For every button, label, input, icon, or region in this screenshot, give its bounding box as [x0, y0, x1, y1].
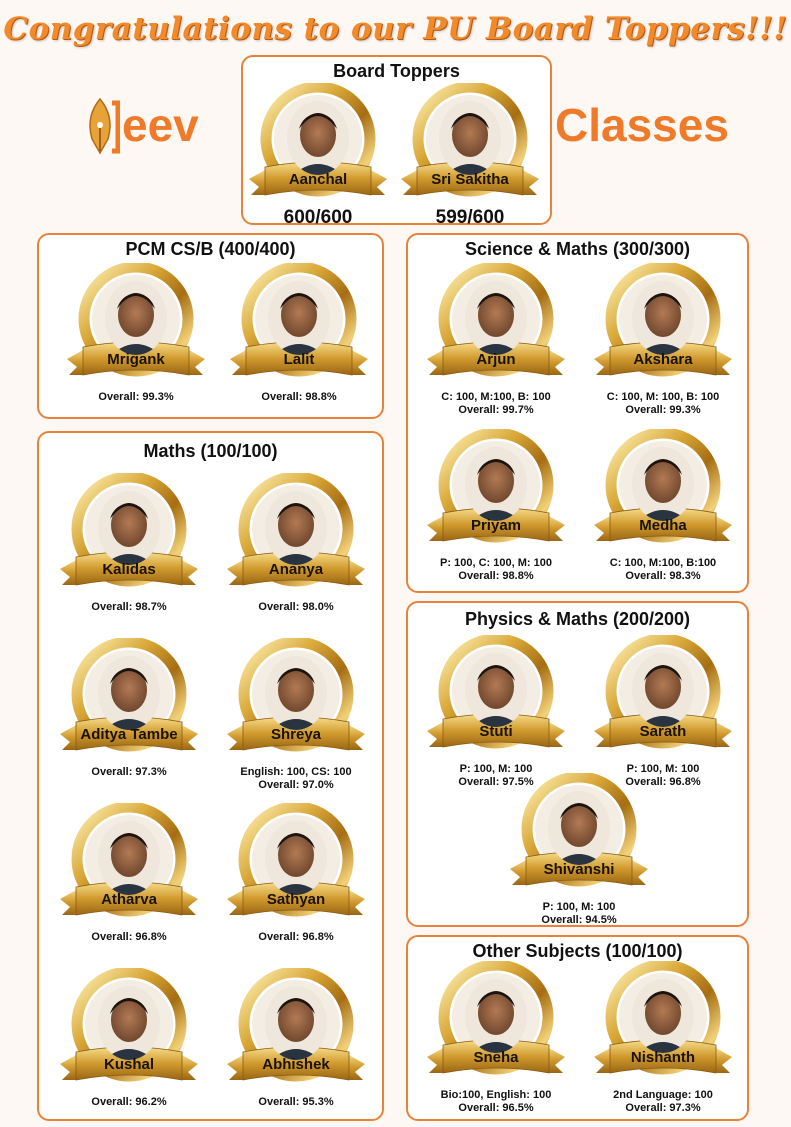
- subject-scores: 2nd Language: 100: [613, 1089, 713, 1101]
- student-card: [421, 263, 571, 417]
- student-photo: [265, 821, 327, 895]
- student-name: Priyam: [470, 517, 522, 534]
- student-photo: [465, 447, 527, 521]
- student-name: Ananya: [268, 561, 324, 578]
- subject-scores: P: 100, C: 100, M: 100: [440, 557, 552, 569]
- panel-title: Board Toppers: [333, 61, 460, 81]
- student-name: Akshara: [633, 351, 693, 368]
- student-card: [421, 429, 571, 583]
- student-name: Aditya Tambe: [80, 726, 178, 743]
- student-name: Mrigank: [107, 351, 165, 368]
- student-photo: [98, 656, 160, 730]
- maths-panel: [37, 431, 384, 1121]
- student-name: Aanchal: [288, 171, 348, 188]
- science-maths-panel: [406, 233, 749, 593]
- student-name: Nishanth: [630, 1049, 696, 1066]
- student-name: Shreya: [270, 726, 322, 743]
- student-card: [421, 961, 571, 1115]
- medal-frame: [54, 968, 204, 1096]
- subject-scores: P: 100, M: 100: [459, 763, 533, 775]
- student-photo: [632, 281, 694, 355]
- student-photo: [98, 986, 160, 1060]
- pcm-panel: [37, 233, 384, 419]
- subject-scores: English: 100, CS: 100: [240, 766, 352, 778]
- overall-score: Overall: 96.8%: [258, 931, 334, 943]
- medal-frame: [421, 263, 571, 391]
- board-toppers-panel: [241, 55, 552, 228]
- medal-frame: [421, 961, 571, 1089]
- medal-frame: [588, 429, 738, 557]
- overall-score: Overall: 98.0%: [258, 601, 334, 613]
- topper-card: [395, 83, 545, 229]
- student-photo: [548, 791, 610, 865]
- student-name: Stuti: [479, 723, 513, 740]
- student-card: [54, 638, 204, 779]
- student-photo: [465, 979, 527, 1053]
- subject-scores: C: 100, M:100, B: 100: [441, 391, 551, 403]
- medal-frame: [54, 803, 204, 931]
- medal-frame: [421, 635, 571, 763]
- medal-frame: [588, 635, 738, 763]
- subject-scores: C: 100, M:100, B:100: [609, 557, 717, 569]
- overall-score: Overall: 95.3%: [258, 1096, 334, 1108]
- student-card: [224, 263, 374, 404]
- medal-frame: [588, 263, 738, 391]
- student-photo: [265, 986, 327, 1060]
- student-photo: [287, 101, 349, 175]
- medal-frame: [221, 473, 371, 601]
- student-photo: [439, 101, 501, 175]
- overall-score: Overall: 98.3%: [625, 570, 701, 582]
- medal-frame: [221, 803, 371, 931]
- brand-classes: Classes: [555, 99, 729, 151]
- medal-frame: [54, 638, 204, 766]
- overall-score: Overall: 96.8%: [625, 776, 701, 788]
- student-name: Kalidas: [102, 561, 156, 578]
- medal-frame: [421, 429, 571, 557]
- panel-title: Other Subjects (100/100): [472, 941, 683, 961]
- student-card: [221, 638, 371, 792]
- student-card: [61, 263, 211, 404]
- congratulations-banner: Congratulations to our PU Board Toppers!!!: [3, 11, 788, 47]
- physics-maths-panel: [406, 601, 749, 927]
- student-photo: [265, 656, 327, 730]
- student-card: [588, 635, 738, 789]
- overall-score: Overall: 98.8%: [261, 391, 337, 403]
- medal-frame: [395, 83, 545, 211]
- student-name: Arjun: [476, 351, 516, 368]
- student-name: Medha: [639, 517, 687, 534]
- board-score: 600/600: [283, 207, 353, 228]
- overall-score: Overall: 98.8%: [458, 570, 534, 582]
- student-photo: [98, 821, 160, 895]
- overall-score: Overall: 96.2%: [91, 1096, 167, 1108]
- overall-score: Overall: 97.3%: [91, 766, 167, 778]
- student-photo: [465, 281, 527, 355]
- student-name: Atharva: [101, 891, 157, 908]
- student-name: Sathyan: [266, 891, 326, 908]
- student-card: [54, 803, 204, 944]
- student-card: [504, 773, 654, 927]
- student-photo: [465, 653, 527, 727]
- student-card: [54, 473, 204, 614]
- student-card: [221, 473, 371, 614]
- board-score: 599/600: [435, 207, 505, 228]
- overall-score: Overall: 99.7%: [458, 404, 534, 416]
- student-name: Sarath: [639, 723, 687, 740]
- student-card: [54, 968, 204, 1109]
- topper-card: [243, 83, 393, 229]
- other-subjects-panel: [406, 935, 749, 1121]
- overall-score: Overall: 94.5%: [541, 914, 617, 926]
- overall-score: Overall: 97.5%: [458, 776, 534, 788]
- student-name: Abhishek: [262, 1056, 330, 1073]
- student-photo: [265, 491, 327, 565]
- brand-neev: eev: [122, 99, 199, 151]
- overall-score: Overall: 97.0%: [258, 779, 334, 791]
- classes-wordmark: [555, 95, 729, 155]
- medal-frame: [221, 638, 371, 766]
- panel-title: Science & Maths (300/300): [464, 239, 691, 259]
- subject-scores: P: 100, M: 100: [626, 763, 700, 775]
- overall-score: Overall: 97.3%: [625, 1102, 701, 1114]
- panel-title: Physics & Maths (200/200): [464, 609, 691, 629]
- student-name: Kushal: [103, 1056, 154, 1073]
- overall-score: Overall: 96.8%: [91, 931, 167, 943]
- student-card: [221, 803, 371, 944]
- panel-title: Maths (100/100): [143, 441, 278, 461]
- overall-score: Overall: 98.7%: [91, 601, 167, 613]
- overall-score: Overall: 96.5%: [458, 1102, 534, 1114]
- student-card: [588, 961, 738, 1115]
- student-photo: [105, 281, 167, 355]
- neev-logo: [80, 95, 199, 155]
- student-name: Sneha: [473, 1049, 519, 1066]
- student-card: [588, 263, 738, 417]
- medal-frame: [224, 263, 374, 391]
- medal-frame: [54, 473, 204, 601]
- student-name: Sri Sakitha: [431, 171, 509, 188]
- student-photo: [632, 447, 694, 521]
- student-photo: [632, 979, 694, 1053]
- student-name: Lalit: [283, 351, 315, 368]
- student-photo: [632, 653, 694, 727]
- student-name: Shivanshi: [543, 861, 615, 878]
- subject-scores: Bio:100, English: 100: [440, 1089, 552, 1101]
- medal-frame: [243, 83, 393, 211]
- subject-scores: P: 100, M: 100: [542, 901, 616, 913]
- medal-frame: [61, 263, 211, 391]
- student-card: [588, 429, 738, 583]
- overall-score: Overall: 99.3%: [98, 391, 174, 403]
- student-card: [421, 635, 571, 789]
- student-photo: [98, 491, 160, 565]
- student-photo: [268, 281, 330, 355]
- medal-frame: [588, 961, 738, 1089]
- medal-frame: [221, 968, 371, 1096]
- pen-nib-icon: [80, 95, 120, 155]
- student-card: [221, 968, 371, 1109]
- medal-frame: [504, 773, 654, 901]
- panel-title: PCM CS/B (400/400): [125, 239, 296, 259]
- overall-score: Overall: 99.3%: [625, 404, 701, 416]
- subject-scores: C: 100, M: 100, B: 100: [606, 391, 720, 403]
